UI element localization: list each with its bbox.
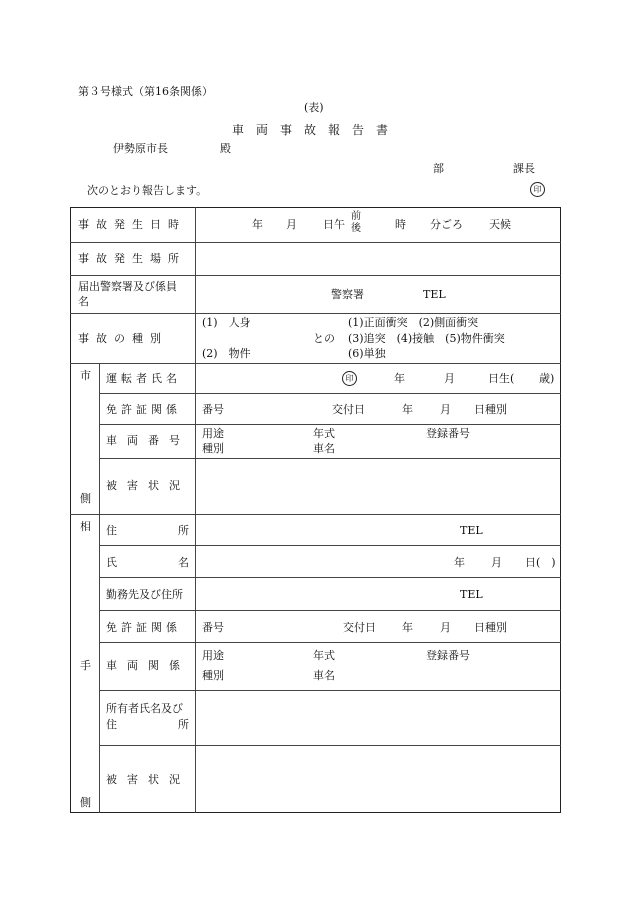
- driver-label: 運転者氏名: [106, 372, 181, 385]
- city-side-label-bottom: 側: [80, 492, 91, 505]
- license-month-unit: 月: [440, 403, 451, 416]
- police-label-2: 名: [78, 295, 89, 308]
- row-divider: [70, 363, 561, 364]
- damage-label: 被害状況: [106, 479, 190, 492]
- type-label: 事故の種別: [78, 332, 168, 345]
- name-label-1: 氏: [106, 556, 117, 569]
- datetime-label: 事故発生日時: [78, 218, 186, 231]
- type-injury: (1) 人身: [202, 316, 251, 329]
- other-model-year-label: 年式: [313, 649, 335, 662]
- collision-types-c: (6)単独: [348, 347, 386, 360]
- other-side-label-mid: 手: [80, 659, 91, 672]
- other-year-unit: 年: [454, 556, 465, 569]
- vehicle-number-label: 車両番号: [106, 434, 190, 447]
- column-divider: [195, 207, 196, 813]
- other-vehicle-label: 車両関係: [106, 659, 190, 672]
- row-divider: [99, 545, 561, 546]
- usage-label: 用途: [202, 427, 224, 440]
- collision-types-a: (1)正面衝突 (2)側面衝突: [348, 316, 479, 329]
- row-divider: [99, 642, 561, 643]
- row-divider: [70, 514, 561, 515]
- row-divider: [99, 393, 561, 394]
- police-label-1: 届出警察署及び係員: [78, 280, 177, 293]
- intro-text: 次のとおり報告します。: [87, 184, 208, 197]
- police-tel-label: TEL: [423, 288, 446, 301]
- workplace-tel-label: TEL: [460, 588, 483, 601]
- driver-seal: 印: [342, 371, 357, 386]
- report-table: [70, 207, 561, 813]
- birth-year-unit: 年: [394, 372, 405, 385]
- collision-types-b: (3)追突 (4)接触 (5)物件衝突: [348, 332, 505, 345]
- row-divider: [70, 313, 561, 314]
- other-registration-number-label: 登録番号: [426, 649, 470, 662]
- other-car-name-label: 車名: [313, 669, 335, 682]
- row-divider: [99, 690, 561, 691]
- car-name-label: 車名: [313, 442, 335, 455]
- row-divider: [99, 610, 561, 611]
- place-label: 事故発生場所: [78, 252, 186, 265]
- weather-label: 天候: [489, 218, 511, 231]
- other-issue-date-label: 交付日: [343, 621, 376, 634]
- section-chief-label: 課長: [513, 162, 535, 175]
- model-year-label: 年式: [313, 427, 335, 440]
- owner-label-2: 住: [106, 718, 117, 731]
- other-usage-label: 用途: [202, 649, 224, 662]
- type-property: (2) 物件: [202, 347, 251, 360]
- other-month-unit: 月: [491, 556, 502, 569]
- other-license-label: 免許証関係: [106, 621, 181, 634]
- other-kind-label: 種別: [202, 669, 224, 682]
- license-year-unit: 年: [402, 403, 413, 416]
- registration-number-label: 登録番号: [426, 427, 470, 440]
- form-number: 第３号様式（第16条関係）: [78, 85, 213, 98]
- other-side-label-bottom: 側: [80, 796, 91, 809]
- other-license-year-unit: 年: [402, 621, 413, 634]
- side-label: (表): [304, 101, 324, 114]
- year-unit: 年: [252, 218, 263, 231]
- page-title: 車 両 事 故 報 告 書: [232, 123, 389, 137]
- row-divider: [99, 424, 561, 425]
- day-ampm-unit: 日午: [323, 218, 345, 231]
- owner-label-3: 所: [178, 718, 189, 731]
- row-divider: [70, 275, 561, 276]
- address-tel-label: TEL: [460, 524, 483, 537]
- address-label-1: 住: [106, 524, 117, 537]
- hour-unit: 時: [395, 218, 406, 231]
- kind-label: 種別: [202, 442, 224, 455]
- month-unit: 月: [286, 218, 297, 231]
- column-divider: [99, 363, 100, 813]
- birth-month-unit: 月: [444, 372, 455, 385]
- license-day-type-unit: 日種別: [474, 403, 507, 416]
- other-license-number-label: 番号: [202, 621, 224, 634]
- workplace-label: 勤務先及び住所: [106, 588, 183, 601]
- row-divider: [70, 242, 561, 243]
- addressee: 伊勢原市長: [113, 142, 168, 155]
- police-station-label: 警察署: [331, 288, 364, 301]
- other-day-unit: 日( ): [525, 556, 556, 569]
- address-label-2: 所: [178, 524, 189, 537]
- other-side-label-top: 相: [80, 520, 91, 533]
- pm-label: 後: [351, 223, 361, 234]
- with-label: との: [313, 332, 335, 345]
- other-damage-label: 被害状況: [106, 773, 190, 786]
- license-number-label: 番号: [202, 403, 224, 416]
- name-label-2: 名: [178, 556, 189, 569]
- honorific: 殿: [220, 142, 231, 155]
- am-label: 前: [351, 211, 361, 222]
- dept-label: 部: [433, 162, 444, 175]
- row-divider: [99, 577, 561, 578]
- row-divider: [99, 745, 561, 746]
- issue-date-label: 交付日: [332, 403, 365, 416]
- seal-mark: 印: [530, 182, 545, 197]
- age-unit: 歳): [539, 372, 555, 385]
- license-label: 免許証関係: [106, 403, 181, 416]
- owner-label-1: 所有者氏名及び: [106, 702, 183, 715]
- row-divider: [99, 458, 561, 459]
- other-license-day-type-unit: 日種別: [474, 621, 507, 634]
- birth-day-unit: 日生(: [488, 372, 515, 385]
- city-side-label-top: 市: [80, 369, 91, 382]
- other-license-month-unit: 月: [440, 621, 451, 634]
- minute-unit: 分ごろ: [430, 218, 463, 231]
